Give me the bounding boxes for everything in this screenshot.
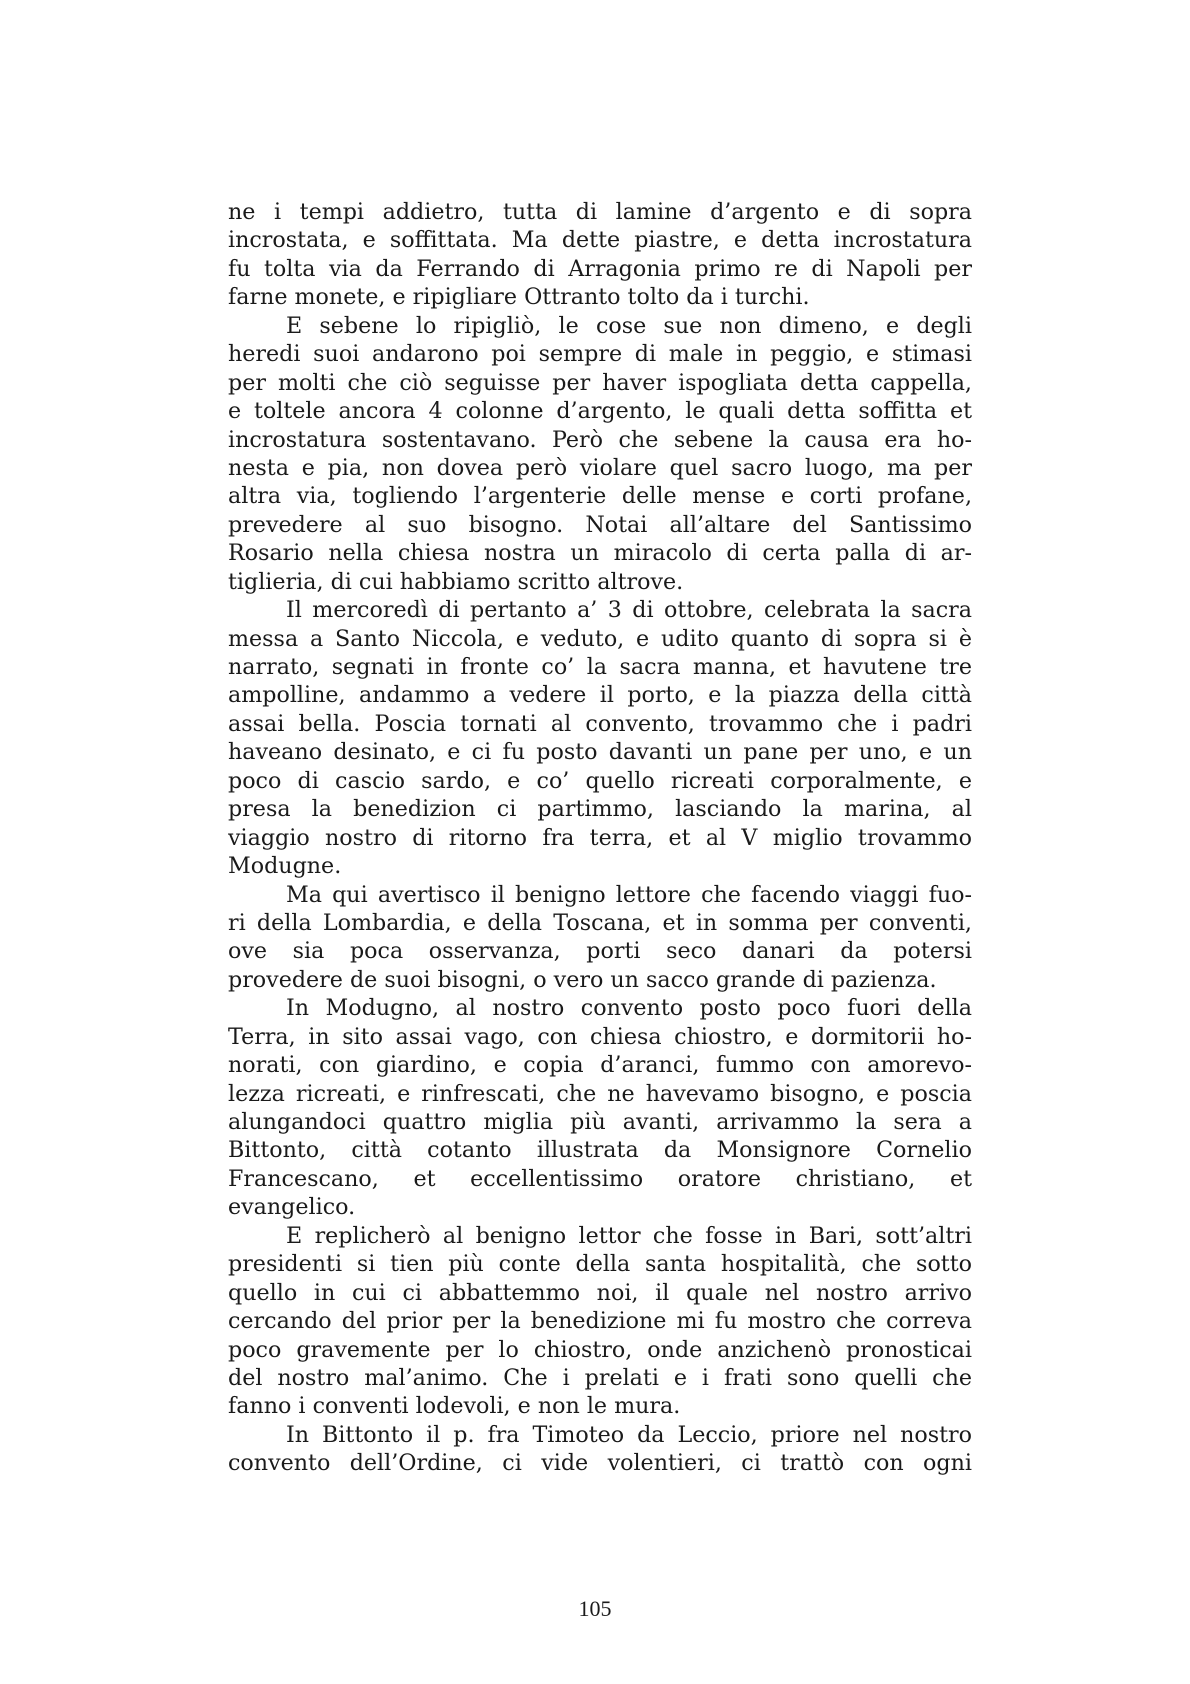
text-line: farne monete, e ripigliare Ottranto tolto da i turchi. bbox=[228, 284, 810, 311]
text-line: tiglieria, di cui habbiamo scritto altrove. bbox=[228, 568, 684, 595]
text-line: Terra, in sito assai vago, con chiesa chiostro, e dormitorii ho- bbox=[228, 1023, 972, 1050]
text-line: E sebene lo ripigliò, le cose sue non dimeno, e degli bbox=[286, 312, 972, 339]
text-line: poco gravemente per lo chiostro, onde anzichenò pronosticai bbox=[228, 1336, 972, 1363]
text-line: per molti che ciò seguisse per haver ispogliata detta cappella, bbox=[228, 369, 972, 396]
text-line: Rosario nella chiesa nostra un miracolo di certa palla di ar- bbox=[228, 540, 972, 567]
text-line: incrostata, e soffittata. Ma dette piastre, e detta incrostatura bbox=[228, 227, 972, 254]
text-line: presa la benedizion ci partimmo, lasciando la marina, al bbox=[228, 796, 972, 823]
text-line: alungandoci quattro miglia più avanti, arrivammo la sera a bbox=[228, 1109, 972, 1135]
text-line: Ma qui avertisco il benigno lettore che facendo viaggi fuo- bbox=[286, 881, 972, 908]
text-line: e toltele ancora 4 colonne d’argento, le quali detta soffitta et bbox=[228, 398, 972, 425]
body-text bbox=[228, 198, 972, 1478]
text-line: del nostro mal’animo. Che i prelati e i frati sono quelli che bbox=[228, 1364, 972, 1391]
text-line: prevedere al suo bisogno. Notai all’altare del Santissimo bbox=[228, 511, 972, 538]
text-line: Il mercoredì di pertanto a’ 3 di ottobre, celebrata la sacra bbox=[286, 597, 972, 624]
text-line: presidenti si tien più conte della santa hospitalità, che sotto bbox=[228, 1251, 972, 1278]
text-line: nesta e pia, non dovea però violare quel sacro luogo, ma per bbox=[228, 454, 972, 481]
text-line: heredi suoi andarono poi sempre di male in peggio, e stimasi bbox=[228, 341, 972, 368]
text-line: fu tolta via da Ferrando di Arragonia primo re di Napoli per bbox=[228, 255, 972, 282]
text-line: convento dell’Ordine, ci vide volentieri, ci trattò con ogni bbox=[228, 1450, 972, 1477]
text-line: lezza ricreati, e rinfrescati, che ne havevamo bisogno, e poscia bbox=[228, 1080, 972, 1107]
text-line: provedere de suoi bisogni, o vero un sacco grande di pazienza. bbox=[228, 966, 937, 993]
page-number: 105 bbox=[578, 1596, 612, 1621]
text-line: Bittonto, città cotanto illustrata da Monsignore Cornelio bbox=[228, 1137, 972, 1164]
text-line: ampolline, andammo a vedere il porto, e la piazza della città bbox=[228, 682, 972, 709]
text-line: Francescano, et eccellentissimo oratore christiano, et bbox=[228, 1165, 972, 1192]
text-line: Modugne. bbox=[228, 853, 342, 880]
text-line: norati, con giardino, e copia d’aranci, fummo con amorevo- bbox=[228, 1052, 972, 1079]
text-line: poco di cascio sardo, e co’ quello ricreati corporalmente, e bbox=[228, 767, 972, 794]
text-line: ne i tempi addietro, tutta di lamine d’argento e di sopra bbox=[228, 199, 972, 225]
text-line: In Bittonto il p. fra Timoteo da Leccio, priore nel nostro bbox=[286, 1421, 972, 1448]
text-line: ri della Lombardia, e della Toscana, et in somma per conventi, bbox=[228, 909, 972, 936]
text-line: In Modugno, al nostro convento posto poco fuori della bbox=[286, 995, 972, 1022]
text-line: ove sia poca osservanza, porti seco danari da potersi bbox=[228, 938, 972, 965]
text-line: cercando del prior per la benedizione mi fu mostro che correva bbox=[228, 1308, 972, 1335]
text-line: viaggio nostro di ritorno fra terra, et al V miglio trovammo bbox=[228, 824, 972, 851]
text-line: assai bella. Poscia tornati al convento, trovammo che i padri bbox=[228, 710, 972, 737]
text-line: quello in cui ci abbattemmo noi, il quale nel nostro arrivo bbox=[228, 1279, 972, 1306]
text-line: E replicherò al benigno lettor che fosse in Bari, sott’altri bbox=[286, 1222, 972, 1249]
text-line: incrostatura sostentavano. Però che sebene la causa era ho- bbox=[228, 426, 972, 453]
text-line: messa a Santo Niccola, e veduto, e udito quanto di sopra si è bbox=[228, 625, 972, 652]
text-line: narrato, segnati in fronte co’ la sacra manna, et havutene tre bbox=[228, 654, 972, 680]
text-line: evangelico. bbox=[228, 1194, 356, 1221]
text-line: fanno i conventi lodevoli, e non le mura. bbox=[228, 1393, 681, 1420]
text-line: altra via, togliendo l’argenterie delle mense e corti profane, bbox=[228, 483, 972, 510]
text-line: haveano desinato, e ci fu posto davanti un pane per uno, e un bbox=[228, 739, 972, 766]
